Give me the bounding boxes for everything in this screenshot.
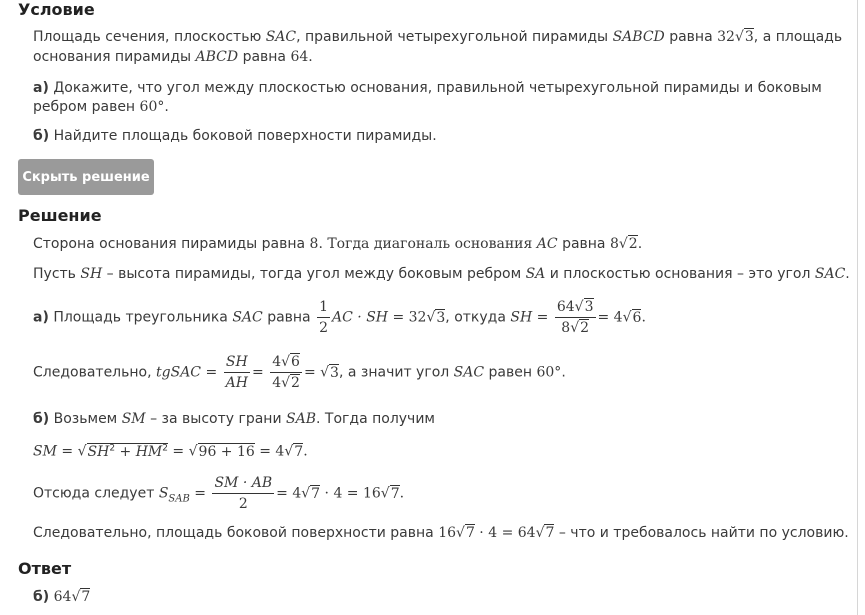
hide-solution-button[interactable]: Скрыть решение xyxy=(18,159,154,195)
right-border xyxy=(857,0,858,615)
condition-part-a-line-2: ребром равен 60°. xyxy=(33,99,169,115)
condition-line-2: основания пирамиды ABCD равна 64. xyxy=(33,49,313,65)
solution-line-5: б) Возьмем SM – за высоту грани SAB. Тогда получим xyxy=(33,411,435,427)
solution-line-3: а) Площадь треугольника SAC равна $\frac{1}{2}$ AC · SH = 32√3, откуда SH = $\frac{64√3}{8√2}$ = 4√6. xyxy=(33,299,646,336)
condition-part-a-line-1: а) Докажите, что угол между плоскостью основания, правильной четырехугольной пирамиды и боковым xyxy=(33,80,822,96)
answer-line: б) 64√7 xyxy=(33,589,91,605)
condition-part-b: б) Найдите площадь боковой поверхности пирамиды. xyxy=(33,128,437,144)
answer-title: Ответ xyxy=(18,559,72,578)
solution-line-7: Отсюда следует $S_{SAB}$ = $\frac{SM \cdot AB}{2}$ = 4√7 · 4 = 16√7. xyxy=(33,475,405,512)
condition-line-1: Площадь сечения, плоскостью SAC, правильной четырехугольной пирамиды SABCD равна 32√3, а площадь xyxy=(33,29,843,45)
condition-title: Условие xyxy=(18,0,95,19)
solution-line-4: Следовательно, tgSAC = $\frac{SH}{AH}$ = $\frac{4√6}{4√2}$ = √3, а значит угол SAC равен 60°. xyxy=(33,354,566,391)
solution-title: Решение xyxy=(18,206,102,225)
solution-line-2: Пусть SH – высота пирамиды, тогда угол между боковым ребром SA и плоскостью основания – это угол SAC. xyxy=(33,266,850,282)
solution-line-6: SM = $√SH^2 + HM^2 = √96 + 16 = 4√7$. xyxy=(33,443,308,460)
solution-line-8: Следовательно, площадь боковой поверхности равна 16√7 · 4 = 64√7 – что и требовалось найти по условию. xyxy=(33,525,849,541)
solution-line-1: Сторона основания пирамиды равна 8. Тогда диагональ основания AC равна 8√2. xyxy=(33,236,643,252)
